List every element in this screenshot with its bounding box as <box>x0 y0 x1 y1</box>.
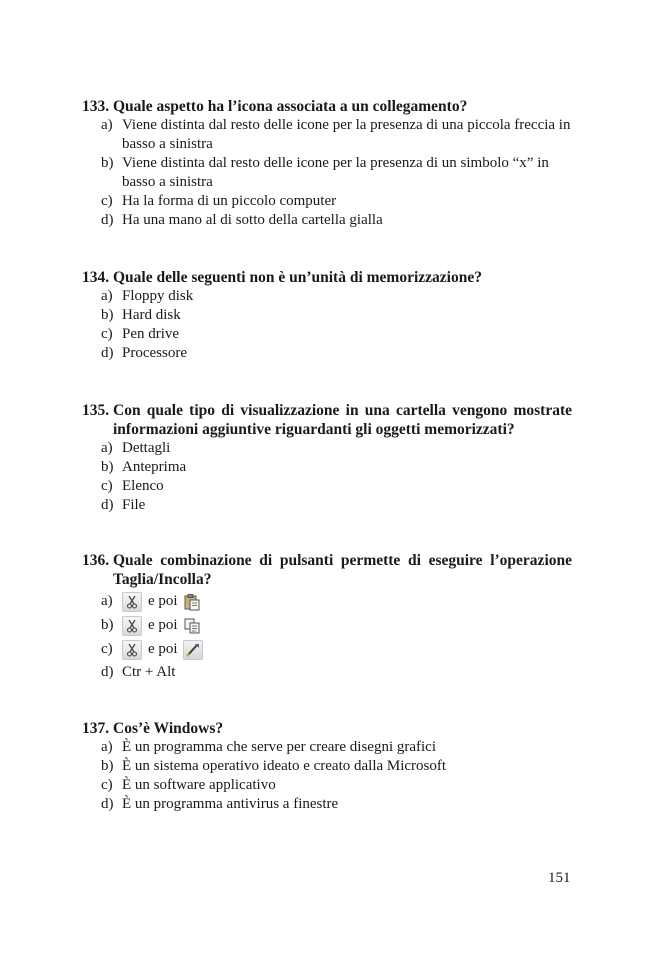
option-text: Hard disk <box>122 307 181 323</box>
option-letter: b) <box>101 758 114 774</box>
question-heading <box>82 719 572 738</box>
option-d <box>82 663 572 682</box>
option-d <box>82 344 572 363</box>
option-letter: d) <box>101 796 114 812</box>
page-number: 151 <box>548 870 571 886</box>
option-text: Ctr + Alt <box>122 664 176 680</box>
option-content <box>122 589 572 613</box>
option-a <box>82 116 572 154</box>
question-text: Cos’è Windows? <box>113 720 224 737</box>
format-painter-icon <box>183 640 203 660</box>
option-text: È un programma che serve per creare disegni grafici <box>122 739 437 755</box>
option-text: File <box>122 497 146 513</box>
option-c <box>82 637 572 661</box>
option-content <box>122 637 572 661</box>
scissors-icon <box>122 592 142 612</box>
question-137 <box>82 719 572 814</box>
option-list <box>82 116 572 230</box>
question-heading <box>82 268 572 287</box>
scissors-icon <box>122 640 142 660</box>
option-b <box>82 458 572 477</box>
option-letter: b) <box>101 155 114 171</box>
option-b <box>82 306 572 325</box>
option-d <box>82 211 572 230</box>
option-letter: a) <box>101 593 113 609</box>
option-letter: d) <box>101 345 114 361</box>
copy-icon <box>183 617 201 635</box>
option-text: Viene distinta dal resto delle icone per la presenza di una piccola freccia in basso a sinistra <box>122 117 571 152</box>
option-letter: c) <box>101 777 113 793</box>
option-text: e poi <box>148 593 178 609</box>
option-c <box>82 192 572 211</box>
question-136 <box>82 551 572 682</box>
option-letter: a) <box>101 117 113 133</box>
option-text: È un software applicativo <box>122 777 276 793</box>
option-letter: d) <box>101 497 114 513</box>
question-number: 133. <box>82 98 113 115</box>
option-text: Viene distinta dal resto delle icone per la presenza di un simbolo “x” in basso a sinistra <box>122 155 549 190</box>
question-heading <box>82 551 572 589</box>
paste-icon <box>183 593 201 611</box>
question-133 <box>82 97 572 230</box>
option-c <box>82 477 572 496</box>
question-number: 136. <box>82 552 113 569</box>
option-a <box>82 439 572 458</box>
option-text: e poi <box>148 641 178 657</box>
option-text: Anteprima <box>122 459 187 475</box>
option-text: Ha una mano al di sotto della cartella gialla <box>122 212 383 228</box>
question-heading <box>82 401 572 439</box>
option-text: Processore <box>122 345 187 361</box>
option-letter: a) <box>101 440 113 456</box>
option-letter: b) <box>101 617 114 633</box>
option-b <box>82 154 572 192</box>
scissors-icon <box>122 616 142 636</box>
question-number: 134. <box>82 269 113 286</box>
question-text: Quale aspetto ha l’icona associata a un collegamento? <box>113 98 468 115</box>
option-letter: c) <box>101 641 113 657</box>
question-heading <box>82 97 572 116</box>
option-letter: a) <box>101 739 113 755</box>
option-a <box>82 589 572 613</box>
option-letter: c) <box>101 326 113 342</box>
option-text: Pen drive <box>122 326 180 342</box>
option-letter: c) <box>101 193 113 209</box>
option-text: È un programma antivirus a finestre <box>122 796 339 812</box>
option-text: Dettagli <box>122 440 171 456</box>
option-letter: c) <box>101 478 113 494</box>
option-list <box>82 287 572 363</box>
option-text: Floppy disk <box>122 288 194 304</box>
question-text: Con quale tipo di visualizzazione in una cartella vengono mostrate informazioni aggiuntive riguardanti gli oggetti memorizzati? <box>113 402 572 438</box>
option-list <box>82 738 572 814</box>
option-text: È un sistema operativo ideato e creato dalla Microsoft <box>122 758 447 774</box>
option-letter: d) <box>101 212 114 228</box>
option-text: Elenco <box>122 478 164 494</box>
option-b <box>82 613 572 637</box>
option-letter: b) <box>101 459 114 475</box>
option-a <box>82 287 572 306</box>
option-list <box>82 439 572 515</box>
option-letter: d) <box>101 664 114 680</box>
option-d <box>82 795 572 814</box>
option-d <box>82 496 572 515</box>
option-text: Ha la forma di un piccolo computer <box>122 193 337 209</box>
option-letter: b) <box>101 307 114 323</box>
option-c <box>82 325 572 344</box>
question-number: 137. <box>82 720 113 737</box>
option-a <box>82 738 572 757</box>
option-content <box>122 613 572 637</box>
option-letter: a) <box>101 288 113 304</box>
question-text: Quale combinazione di pulsanti permette di eseguire l’operazione Taglia/Incolla? <box>113 552 572 588</box>
option-b <box>82 757 572 776</box>
option-list <box>82 589 572 682</box>
question-number: 135. <box>82 402 113 419</box>
option-text: e poi <box>148 617 178 633</box>
question-134 <box>82 268 572 363</box>
question-135 <box>82 401 572 515</box>
question-text: Quale delle seguenti non è un’unità di memorizzazione? <box>113 269 482 286</box>
option-c <box>82 776 572 795</box>
